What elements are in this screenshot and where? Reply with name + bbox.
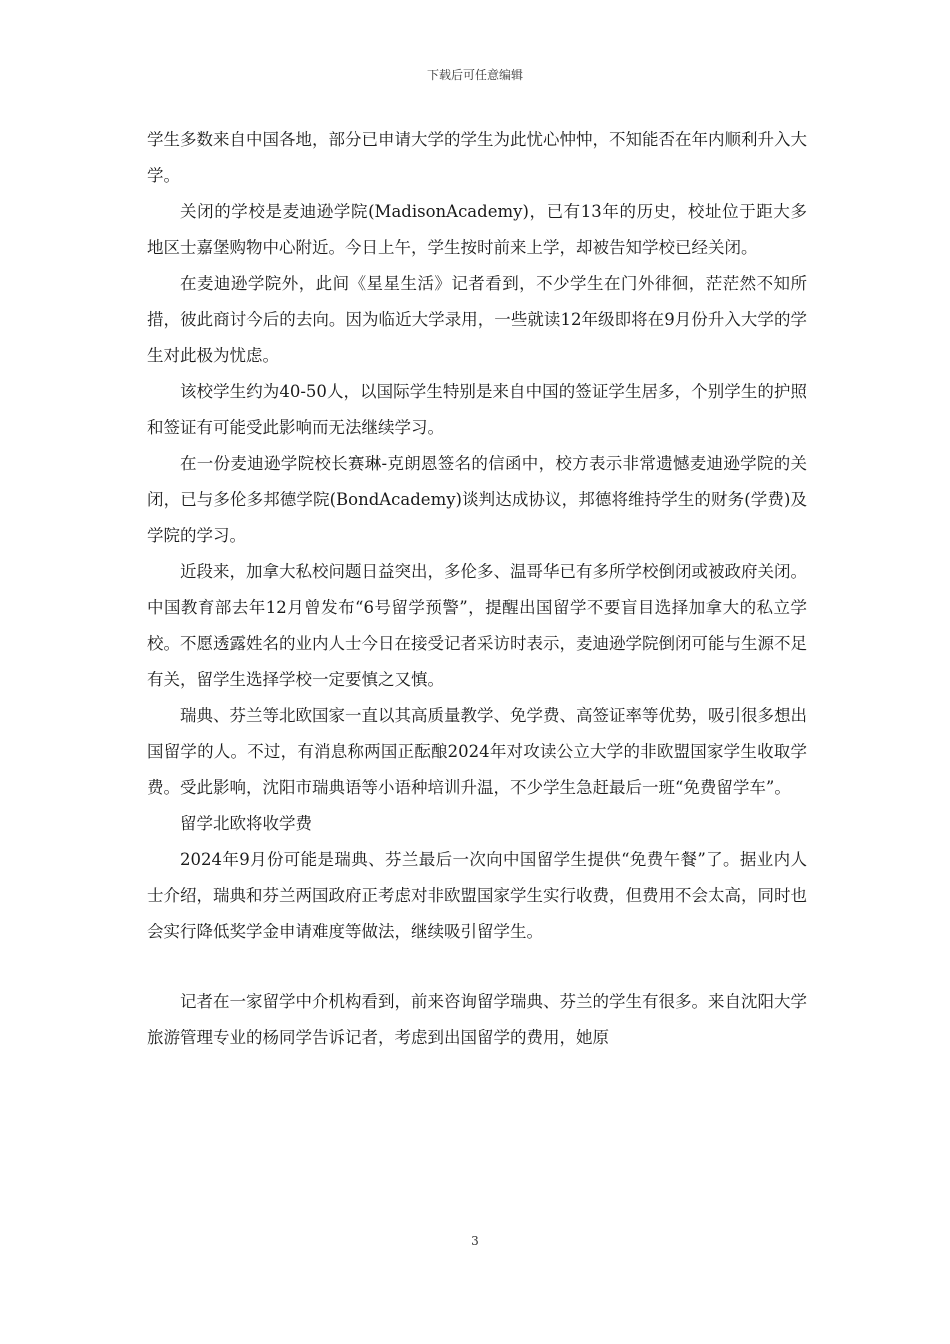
paragraph: 记者在一家留学中介机构看到，前来咨询留学瑞典、芬兰的学生有很多。来自沈阳大学旅游管理专业的杨同学告诉记者，考虑到出国留学的费用，她原 [147,992,807,1047]
document-body [147,122,807,1056]
paragraph-gap [147,950,807,984]
paragraph: 学生多数来自中国各地，部分已申请大学的学生为此忧心忡忡，不知能否在年内顺利升入大学。 [147,130,807,185]
paragraph: 该校学生约为40-50人，以国际学生特别是来自中国的签证学生居多，个别学生的护照和签证有可能受此影响而无法继续学习。 [147,382,807,437]
page-header: 下载后可任意编辑 [426,68,523,82]
paragraph: 关闭的学校是麦迪逊学院(MadisonAcademy)，已有13年的历史，校址位于距大多地区士嘉堡购物中心附近。今日上午，学生按时前来上学，却被告知学校已经关闭。 [147,202,807,257]
paragraph: 瑞典、芬兰等北欧国家一直以其高质量教学、免学费、高签证率等优势，吸引很多想出国留学的人。不过，有消息称两国正酝酿2024年对攻读公立大学的非欧盟国家学生收取学费。受此影响，沈阳市瑞典语等小语种培训升温，不少学生急赶最后一班“免费留学车”。 [147,706,807,797]
page-number: 3 [471,1234,479,1248]
paragraph: 2024年9月份可能是瑞典、芬兰最后一次向中国留学生提供“免费午餐”了。据业内人士介绍，瑞典和芬兰两国政府正考虑对非欧盟国家学生实行收费，但费用不会太高，同时也会实行降低奖学金申请难度等做法，继续吸引留学生。 [147,850,807,941]
section-heading: 留学北欧将收学费 [180,814,312,833]
paragraph: 近段来，加拿大私校问题日益突出，多伦多、温哥华已有多所学校倒闭或被政府关闭。中国教育部去年12月曾发布“6号留学预警”，提醒出国留学不要盲目选择加拿大的私立学校。不愿透露姓名的业内人士今日在接受记者采访时表示，麦迪逊学院倒闭可能与生源不足有关，留学生选择学校一定要慎之又慎。 [147,562,807,689]
paragraph: 在麦迪逊学院外，此间《星星生活》记者看到，不少学生在门外徘徊，茫茫然不知所措，彼此商讨今后的去向。因为临近大学录用，一些就读12年级即将在9月份升入大学的学生对此极为忧虑。 [147,274,807,365]
paragraph: 在一份麦迪逊学院校长赛琳-克朗恩签名的信函中，校方表示非常遗憾麦迪逊学院的关闭，已与多伦多邦德学院(BondAcademy)谈判达成协议，邦德将维持学生的财务(学费)及学院的学习。 [147,454,807,545]
